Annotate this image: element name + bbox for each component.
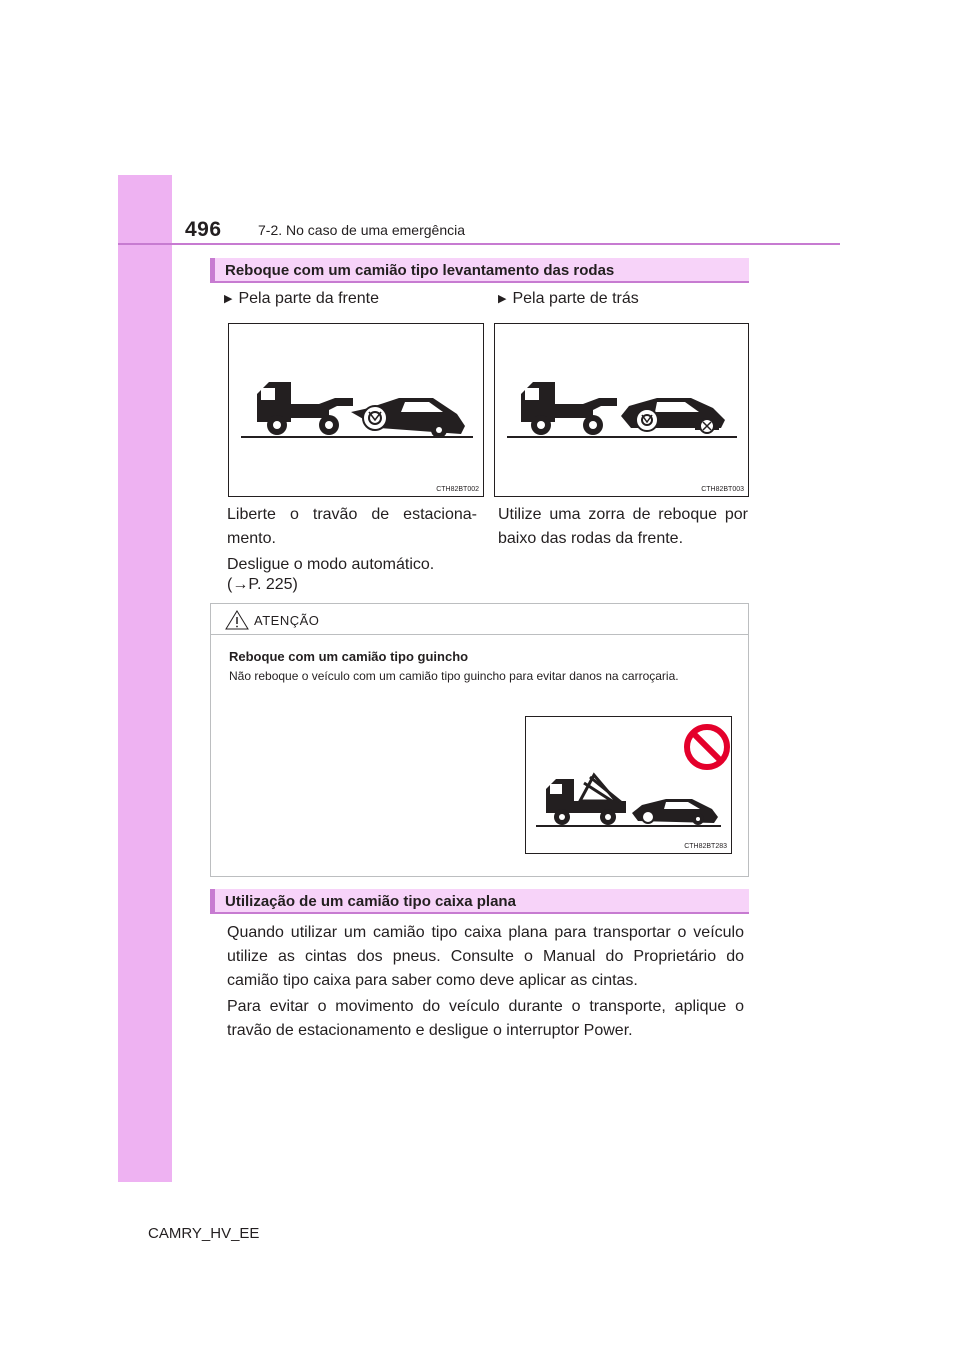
rear-column-title	[498, 290, 639, 308]
section-heading-wheel-lift	[210, 258, 749, 283]
section-heading-flatbed	[210, 889, 749, 914]
figure-code: CTH82BT002	[436, 486, 479, 493]
prohibited-winch-tow-icon	[526, 717, 731, 853]
rear-title-text: Pela parte de trás	[512, 290, 639, 307]
header-rule	[118, 243, 840, 245]
front-page-reference: (→P. 225)	[227, 576, 298, 593]
rear-instruction-line: Utilize uma zorra de reboque por	[498, 506, 748, 523]
model-code: CAMRY_HV_EE	[148, 1225, 260, 1242]
front-instruction-line: Liberte o travão de estaciona-	[227, 506, 477, 523]
front-column-title	[224, 290, 379, 308]
front-instruction-line: Desligue o modo automático.	[227, 556, 435, 573]
figure-code: CTH82BT003	[701, 486, 744, 493]
warning-triangle-icon	[224, 609, 250, 631]
page-number: 496	[185, 218, 222, 241]
side-tab-bar	[118, 175, 172, 1182]
flatbed-paragraph-line: Quando utilizar um camião tipo caixa plana para transportar o veículo	[227, 924, 744, 941]
flatbed-paragraph-line: Para evitar o movimento do veículo durante o transporte, aplique o	[227, 998, 744, 1015]
flatbed-paragraph-line: camião tipo caixa para saber como deve aplicar as cintas.	[227, 972, 638, 989]
chapter-title: 7-2. No caso de uma emergência	[258, 222, 465, 238]
bullet-arrow-icon: ▶	[224, 293, 233, 305]
winch-truck-prohibited-illustration	[525, 716, 732, 854]
bullet-arrow-icon: ▶	[498, 293, 507, 305]
caution-text: Não reboque o veículo com um camião tipo guincho para evitar danos na carroçaria.	[229, 669, 679, 683]
section-heading-text: Reboque com um camião tipo levantamento das rodas	[225, 262, 615, 279]
rear-tow-illustration	[494, 323, 749, 497]
caution-divider	[211, 634, 748, 635]
flatbed-paragraph-line: travão de estacionamento e desligue o interruptor Power.	[227, 1022, 633, 1039]
figure-code: CTH82BT283	[684, 843, 727, 850]
front-title-text: Pela parte da frente	[238, 290, 380, 307]
front-tow-illustration	[228, 323, 484, 497]
front-instruction-line: mento.	[227, 530, 276, 547]
flatbed-paragraph-line: utilize as cintas dos pneus. Consulte o Manual do Proprietário do	[227, 948, 744, 965]
caution-label: ATENÇÃO	[254, 613, 320, 628]
rear-instruction-line: baixo das rodas da frente.	[498, 530, 684, 547]
tow-truck-front-icon	[229, 324, 483, 496]
tow-truck-rear-icon	[495, 324, 748, 496]
section-heading-text: Utilização de um camião tipo caixa plana	[225, 893, 516, 910]
caution-title: Reboque com um camião tipo guincho	[229, 649, 469, 664]
